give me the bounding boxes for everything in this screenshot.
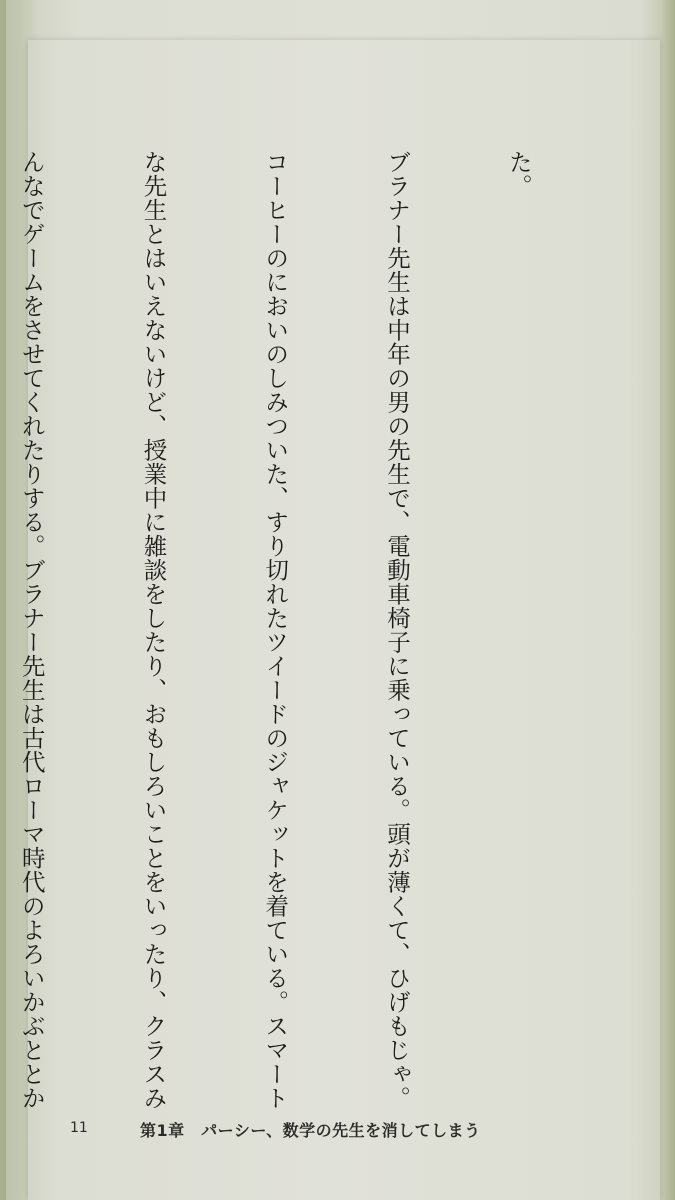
text-line: コーヒーのにおいのしみついた、すり切れたツイードのジャケットを着ている。スマート: [261, 150, 290, 1110]
text-line: んなでゲームをさせてくれたりする。ブラナー先生は古代ローマ時代のよろいかぶととか: [17, 150, 46, 1110]
vertical-body-text: [17, 150, 620, 1110]
text-line: た。: [504, 150, 533, 198]
text-line: な先生とはいえないけど、授業中に雑談をしたり、おもしろいことをいったり、クラスみ: [139, 150, 168, 1110]
text-line: ブラナー先生は中年の男の先生で、電動車椅子に乗っている。頭が薄くて、ひげもじゃ。: [383, 150, 412, 1110]
page-number: 11: [70, 1120, 88, 1136]
chapter-heading: 第1章 パーシー、数学の先生を消してしまう: [140, 1121, 481, 1140]
page-footer: [0, 1120, 675, 1150]
